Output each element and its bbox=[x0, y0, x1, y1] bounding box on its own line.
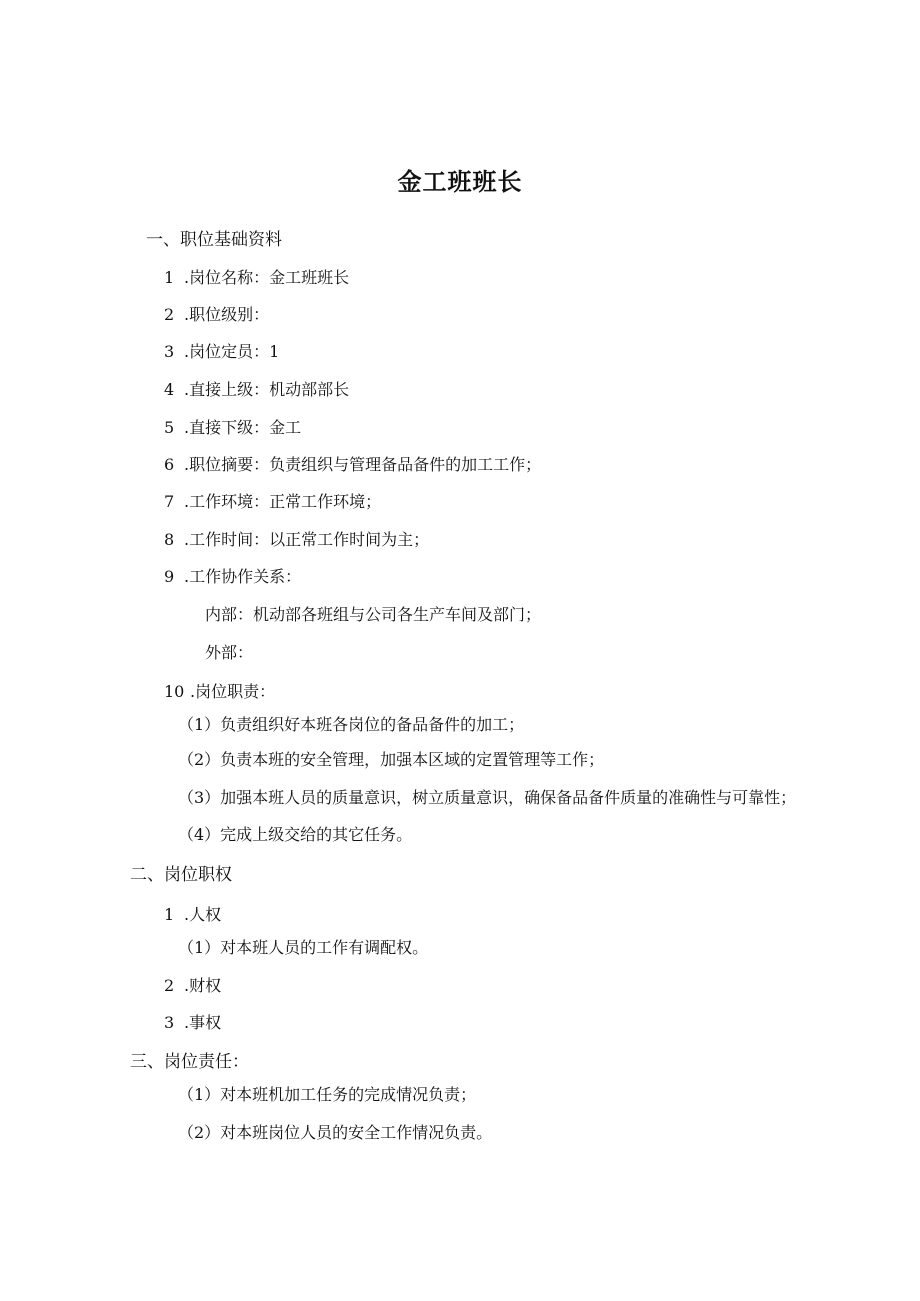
item-number: 4 bbox=[164, 380, 175, 399]
list-item bbox=[164, 492, 381, 512]
cooperation-internal: 内部：机动部各班组与公司各生产车间及部门； bbox=[205, 605, 542, 624]
item-text: .工作时间：以正常工作时间为主； bbox=[184, 530, 430, 549]
section-heading-basic-info: 一、职位基础资料 bbox=[146, 230, 282, 250]
item-text: .人权 bbox=[184, 905, 222, 924]
list-item bbox=[164, 268, 349, 288]
list-item bbox=[164, 530, 429, 550]
list-item bbox=[164, 976, 221, 996]
item-text: .事权 bbox=[184, 1013, 222, 1032]
item-number: 2 bbox=[164, 976, 175, 995]
duty-item: （2）负责本班的安全管理，加强本区域的定置管理等工作； bbox=[178, 750, 605, 769]
item-text: .岗位定员：1 bbox=[184, 342, 280, 361]
item-text: .职位摘要：负责组织与管理备品备件的加工工作； bbox=[184, 455, 542, 474]
responsibility-item: （2）对本班岗位人员的安全工作情况负责。 bbox=[178, 1123, 493, 1142]
item-text: .财权 bbox=[184, 976, 222, 995]
section-heading-authority: 二、岗位职权 bbox=[130, 865, 232, 885]
item-number: 7 bbox=[164, 492, 175, 511]
item-number: 9 bbox=[164, 567, 175, 586]
list-item bbox=[164, 305, 269, 325]
duty-item: （4）完成上级交给的其它任务。 bbox=[178, 825, 413, 844]
list-item bbox=[164, 418, 301, 438]
item-text: .直接下级：金工 bbox=[184, 418, 302, 437]
item-number: 3 bbox=[164, 1013, 175, 1032]
duty-item: （3）加强本班人员的质量意识，树立质量意识，确保备品备件质量的准确性与可靠性； bbox=[178, 788, 797, 807]
item-text: .岗位职责： bbox=[190, 682, 276, 701]
item-text: .岗位名称：金工班班长 bbox=[184, 268, 350, 287]
section-heading-responsibility: 三、岗位责任： bbox=[130, 1052, 249, 1072]
item-number: 3 bbox=[164, 342, 175, 361]
list-item bbox=[164, 905, 221, 925]
item-number: 6 bbox=[164, 455, 175, 474]
duty-item: （1）负责组织好本班各岗位的备品备件的加工； bbox=[178, 715, 525, 734]
page-title: 金工班班长 bbox=[397, 168, 523, 196]
list-item bbox=[164, 682, 275, 702]
authority-item: （1）对本班人员的工作有调配权。 bbox=[178, 938, 429, 957]
item-number: 2 bbox=[164, 305, 175, 324]
list-item bbox=[164, 380, 349, 400]
cooperation-external: 外部： bbox=[205, 643, 254, 662]
item-text: .工作协作关系： bbox=[184, 567, 302, 586]
responsibility-item: （1）对本班机加工任务的完成情况负责； bbox=[178, 1085, 477, 1104]
list-item bbox=[164, 342, 279, 362]
item-text: .直接上级：机动部部长 bbox=[184, 380, 350, 399]
item-number: 1 bbox=[164, 905, 175, 924]
item-number: 10 bbox=[164, 682, 185, 701]
item-text: .职位级别： bbox=[184, 305, 270, 324]
item-number: 1 bbox=[164, 268, 175, 287]
list-item bbox=[164, 455, 541, 475]
item-number: 5 bbox=[164, 418, 175, 437]
list-item bbox=[164, 1013, 221, 1033]
item-text: .工作环境：正常工作环境； bbox=[184, 492, 382, 511]
item-number: 8 bbox=[164, 530, 175, 549]
list-item bbox=[164, 567, 301, 587]
